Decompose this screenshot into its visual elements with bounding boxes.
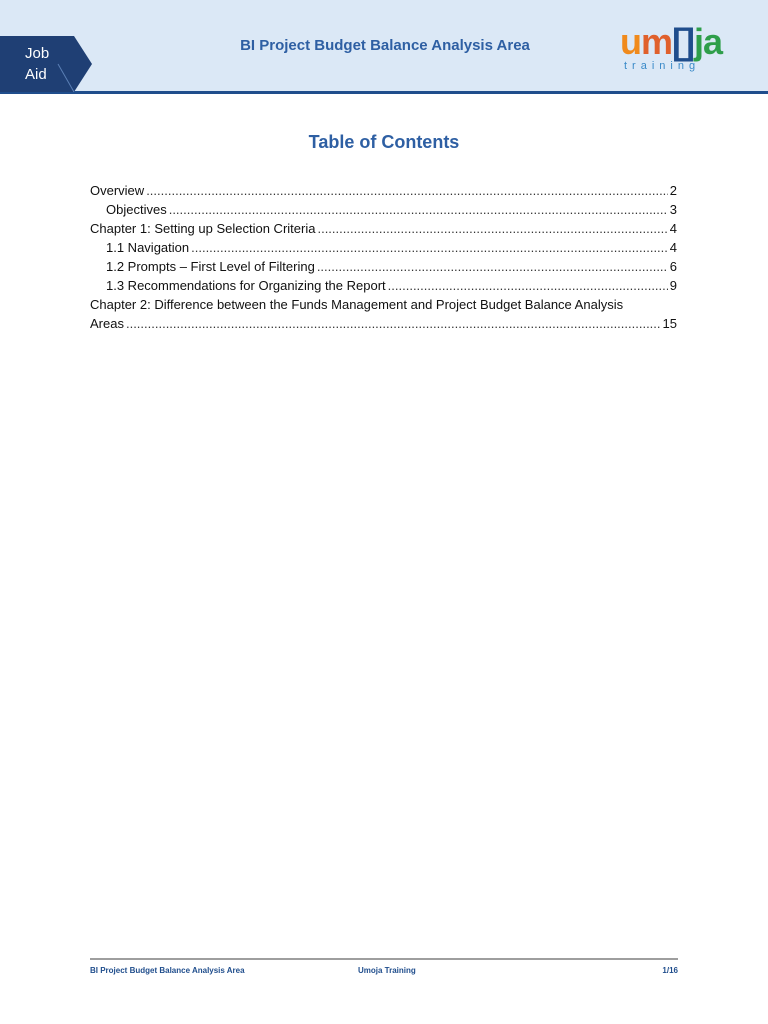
toc-leader-dots <box>191 238 668 257</box>
toc-entry-label: 1.3 Recommendations for Organizing the Report <box>106 278 386 293</box>
toc-entry-navigation[interactable] <box>90 238 677 257</box>
toc-entry-label: Overview <box>90 183 145 198</box>
toc-leader-dots <box>169 200 668 219</box>
footer-document-title: BI Project Budget Balance Analysis Area <box>90 966 245 975</box>
toc-entry-chapter-1[interactable] <box>90 219 677 238</box>
toc-entry-page: 4 <box>669 221 677 236</box>
document-title: BI Project Budget Balance Analysis Area <box>240 37 530 54</box>
job-aid-line-2: Aid <box>25 66 47 83</box>
logo-letter-m: m <box>641 21 673 62</box>
job-aid-line-1: Job <box>25 45 50 62</box>
toc-entry-prompts[interactable] <box>90 257 677 276</box>
toc-entry-page: 6 <box>669 259 677 274</box>
toc-entry-page: 9 <box>669 278 677 293</box>
logo-letters-ja: ja <box>694 21 723 62</box>
toc-entry-label: 1.1 Navigation <box>106 240 190 255</box>
toc-leader-dots <box>146 181 668 200</box>
toc-entry-overview[interactable] <box>90 181 677 200</box>
toc-leader-dots <box>317 219 667 238</box>
toc-entry-page: 15 <box>662 316 677 331</box>
umoja-logo <box>620 22 740 74</box>
toc-leader-dots <box>388 276 668 295</box>
toc-entry-chapter-2[interactable] <box>90 295 677 314</box>
toc-leader-dots <box>317 257 668 276</box>
logo-letter-u: u <box>620 21 641 62</box>
toc-entry-label: Chapter 2: Difference between the Funds Management and Project Budget Balance Analysis <box>90 297 624 312</box>
toc-entry-page: 3 <box>669 202 677 217</box>
toc-entry-label: Chapter 1: Setting up Selection Criteria <box>90 221 316 236</box>
job-aid-label <box>25 43 75 85</box>
toc-entry-label-continued: Areas <box>90 316 124 331</box>
logo-wordmark <box>620 22 722 62</box>
toc-entry-objectives[interactable] <box>90 200 677 219</box>
logo-subtitle: training <box>624 60 701 72</box>
footer-page-number: 1/16 <box>662 966 678 975</box>
logo-bracket: [] <box>672 21 694 62</box>
footer-organization: Umoja Training <box>358 966 416 975</box>
table-of-contents <box>90 181 677 333</box>
footer-divider <box>90 958 678 960</box>
toc-leader-dots <box>126 314 661 333</box>
page-header <box>0 0 768 94</box>
toc-entry-label: 1.2 Prompts – First Level of Filtering <box>106 259 315 274</box>
toc-entry-page: 2 <box>669 183 677 198</box>
toc-entry-recommendations[interactable] <box>90 276 677 295</box>
toc-entry-page: 4 <box>669 240 677 255</box>
toc-entry-label: Objectives <box>106 202 167 217</box>
toc-entry-chapter-2-continued[interactable] <box>90 314 677 333</box>
toc-title: Table of Contents <box>308 132 460 152</box>
